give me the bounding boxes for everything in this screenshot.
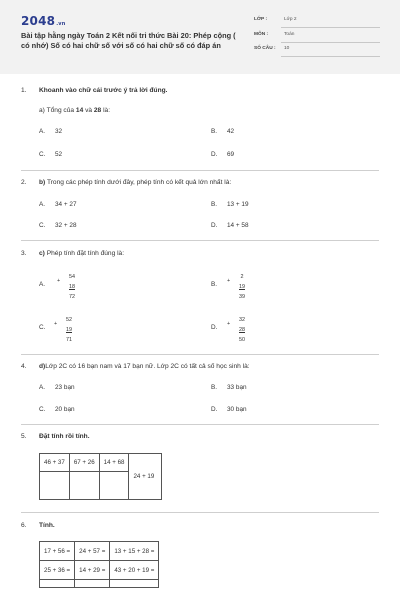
calc-table [39, 453, 162, 500]
calc-top: 32 [239, 317, 245, 323]
sub-text: là: [101, 107, 111, 114]
calc-top: 52 [66, 317, 72, 323]
vertical-calc-c [54, 315, 77, 345]
option-letter: A. [39, 201, 46, 208]
meta-class [254, 17, 380, 29]
page-title: Bài tập hằng ngày Toán 2 Kết nối tri thức Bài 20: Phép cộng ( có nhớ) Số có hai chữ số với số có hai chữ số có đáp án [21, 31, 236, 50]
vertical-calc-b [227, 272, 250, 302]
calc-top: 2 [240, 274, 244, 280]
divider [21, 240, 379, 241]
site-logo[interactable] [21, 14, 66, 28]
option-d[interactable] [211, 406, 247, 413]
calc-mid: 19 [239, 284, 245, 290]
question-6-title: Tính. [39, 522, 55, 529]
meta-label: LỚP : [254, 17, 268, 22]
table-cell: 67 + 26 [69, 454, 99, 472]
question-1-sub [39, 107, 110, 114]
option-a[interactable] [39, 201, 77, 208]
calc-result: 39 [239, 294, 245, 300]
option-text: 33 bạn [227, 384, 247, 391]
question-number: 6. [21, 522, 27, 529]
meta-label: SỐ CÂU : [254, 46, 276, 51]
option-letter: D. [211, 151, 218, 158]
question-5-title: Đặt tính rồi tính. [39, 433, 90, 440]
question-number: 2. [21, 179, 27, 186]
table-cell: 14 + 68 [99, 454, 129, 472]
option-text: 69 [227, 151, 235, 158]
meta-value: Lớp 2 [284, 17, 297, 22]
question-prefix: b) [39, 179, 46, 186]
option-d[interactable] [211, 151, 234, 158]
option-text: 52 [55, 151, 63, 158]
question-number: 5. [21, 433, 27, 440]
meta-question-count [254, 46, 380, 58]
table-cell[interactable] [69, 472, 99, 500]
table-cell[interactable]: 43 + 20 + 19 = [110, 561, 159, 580]
option-letter: C. [39, 151, 46, 158]
vertical-calc-a [57, 272, 80, 302]
divider [281, 27, 380, 28]
sub-number: 28 [93, 107, 102, 114]
option-text: 32 + 28 [55, 222, 77, 229]
sub-text: và [83, 107, 94, 114]
divider [21, 424, 379, 425]
option-text: 20 bạn [55, 406, 75, 413]
option-b[interactable] [211, 384, 247, 391]
table-cell [40, 580, 75, 588]
question-prefix: c) [39, 250, 45, 257]
question-1-title: Khoanh vào chữ cái trước ý trả lời đúng. [39, 87, 168, 94]
question-body: Lớp 2C có 16 bạn nam và 17 bạn nữ. Lớp 2C có tất cả số học sinh là: [45, 363, 250, 370]
sub-number: 14 [75, 107, 84, 114]
calc-mid: 28 [239, 327, 245, 333]
option-text: 14 + 58 [227, 222, 249, 229]
vertical-calc-d [227, 315, 250, 345]
option-text: 23 bạn [55, 384, 75, 391]
option-a[interactable] [39, 128, 62, 135]
meta-label: MÔN : [254, 32, 269, 37]
option-text: 32 [55, 128, 63, 135]
option-a-letter[interactable]: A. [39, 281, 46, 288]
table-cell[interactable]: 13 + 15 + 28 = [110, 542, 159, 561]
option-d-letter[interactable]: D. [211, 324, 218, 331]
table-cell: 24 + 19 [129, 454, 162, 500]
option-text: 34 + 27 [55, 201, 77, 208]
question-number: 4. [21, 363, 27, 370]
option-d[interactable] [211, 222, 249, 229]
calc-mid: 18 [69, 284, 75, 290]
option-b-letter[interactable]: B. [211, 281, 218, 288]
table-cell [110, 580, 159, 588]
table-cell: 46 + 37 [40, 454, 70, 472]
table-cell[interactable]: 25 + 36 = [40, 561, 75, 580]
question-body: Phép tính đặt tính đúng là: [44, 250, 125, 257]
meta-value: Toán [284, 32, 295, 37]
question-3-text [39, 250, 124, 257]
question-number: 3. [21, 250, 27, 257]
question-4-text [39, 363, 250, 370]
table-cell[interactable] [40, 472, 70, 500]
divider [21, 354, 379, 355]
plus-sign: + [57, 278, 61, 284]
table-cell[interactable] [99, 472, 129, 500]
option-letter: B. [211, 128, 218, 135]
plus-sign: + [227, 321, 231, 327]
divider [281, 42, 380, 43]
option-text: 30 bạn [227, 406, 247, 413]
divider [281, 56, 380, 57]
option-letter: B. [211, 384, 218, 391]
calc-result: 71 [66, 337, 72, 343]
option-c-letter[interactable]: C. [39, 324, 46, 331]
option-c[interactable] [39, 151, 62, 158]
option-c[interactable] [39, 406, 75, 413]
logo-text: 2048 [21, 14, 56, 28]
question-prefix: d) [39, 363, 46, 370]
option-letter: B. [211, 201, 218, 208]
logo-suffix: .vn [56, 21, 66, 27]
table-cell [75, 580, 110, 588]
divider [21, 512, 379, 513]
question-number: 1. [21, 87, 27, 94]
option-b[interactable] [211, 201, 249, 208]
table-cell[interactable]: 24 + 57 = [75, 542, 110, 561]
table-cell[interactable]: 14 + 29 = [75, 561, 110, 580]
plus-sign: + [227, 278, 231, 284]
calc-mid: 19 [66, 327, 72, 333]
option-a[interactable] [39, 384, 75, 391]
option-text: 13 + 19 [227, 201, 249, 208]
divider [21, 170, 379, 171]
option-letter: D. [211, 406, 218, 413]
calc-top: 54 [69, 274, 75, 280]
meta-value: 10 [284, 46, 290, 51]
question-body: Trong các phép tính dưới đây, phép tính có kết quả lớn nhất là: [45, 179, 232, 186]
question-2-text [39, 179, 231, 186]
option-letter: A. [39, 128, 46, 135]
option-b[interactable] [211, 128, 234, 135]
option-text: 42 [227, 128, 235, 135]
option-c[interactable] [39, 222, 77, 229]
calc-result: 50 [239, 337, 245, 343]
table-cell[interactable]: 17 + 56 = [40, 542, 75, 561]
worksheet-header [0, 0, 400, 74]
option-letter: D. [211, 222, 218, 229]
plus-sign: + [54, 321, 58, 327]
option-letter: C. [39, 406, 46, 413]
calc-result: 72 [69, 294, 75, 300]
option-letter: A. [39, 384, 46, 391]
meta-subject [254, 32, 380, 44]
option-letter: C. [39, 222, 46, 229]
calc-table [39, 541, 159, 588]
sub-text: a) Tổng của [39, 107, 76, 114]
